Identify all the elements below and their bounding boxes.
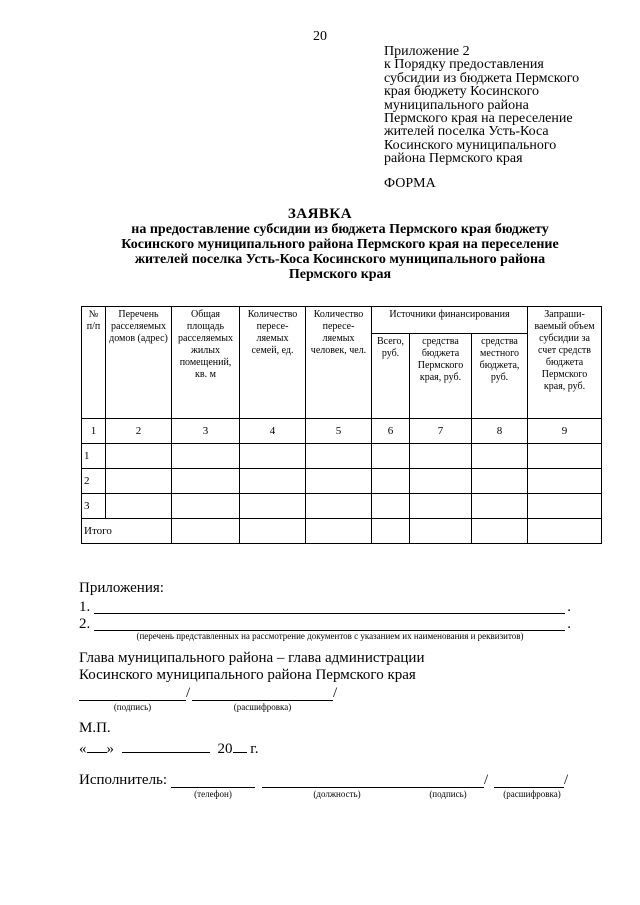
header-houses: Перечень расселяемых домов (адрес) <box>106 307 172 419</box>
page-number: 20 <box>313 29 327 44</box>
appendix-block <box>384 45 624 166</box>
total-label: Итого <box>82 519 172 544</box>
head-block <box>79 650 424 684</box>
appendix-line: края бюджету Косинского <box>384 84 539 100</box>
appendix-line: Пермского края на переселение <box>384 111 573 127</box>
table-cell[interactable] <box>472 444 528 469</box>
day-field[interactable] <box>87 738 107 753</box>
header-number: № п/п <box>82 307 106 419</box>
table-cell[interactable] <box>372 519 410 544</box>
header-area: Общая площадь расселяемых жилых помещений, кв. м <box>172 307 240 419</box>
table-cell[interactable] <box>172 494 240 519</box>
table-cell[interactable] <box>410 444 472 469</box>
table-cell[interactable] <box>472 469 528 494</box>
line-end-dot: . <box>567 599 571 615</box>
slash: / <box>333 685 338 701</box>
appendix-line: района Пермского края <box>384 151 523 167</box>
attachment-number: 1. <box>79 599 91 615</box>
form-label: ФОРМА <box>384 176 436 191</box>
table-cell[interactable] <box>372 469 410 494</box>
subtitle-line: жителей поселка Усть-Коса Косинского муниципального района <box>134 252 546 267</box>
table-cell[interactable] <box>372 444 410 469</box>
table-cell[interactable] <box>106 494 172 519</box>
executor-decode-caption: (расшифровка) <box>503 789 561 799</box>
subtitle-line: на предоставление субсидии из бюджета Пермского края бюджету <box>131 222 549 237</box>
quote-close: » <box>106 741 114 757</box>
column-number: 4 <box>240 419 306 444</box>
table-cell[interactable] <box>240 469 306 494</box>
column-number: 9 <box>528 419 602 444</box>
executor-label: Исполнитель: <box>79 772 168 788</box>
table-cell[interactable] <box>306 469 372 494</box>
attachments-title: Приложения: <box>79 580 164 596</box>
table-cell[interactable] <box>106 444 172 469</box>
position-line[interactable] <box>262 787 484 788</box>
table-cell[interactable] <box>528 494 602 519</box>
header-families: Количество пересе-ляемых семей, ед. <box>240 307 306 419</box>
head-signature-line[interactable] <box>79 700 186 701</box>
attachments-caption: (перечень представленных на рассмотрение документов с указанием их наименования и реквизитов) <box>136 631 524 641</box>
year-suffix: г. <box>250 741 259 757</box>
column-number: 1 <box>82 419 106 444</box>
appendix-line: муниципального района <box>384 97 529 113</box>
appendix-line: субсидии из бюджета Пермского <box>384 70 580 86</box>
header-people: Количество пересе-ляемых человек, чел. <box>306 307 372 419</box>
table-cell[interactable] <box>172 519 240 544</box>
executor-decode-line[interactable] <box>494 787 564 788</box>
table-cell[interactable] <box>528 469 602 494</box>
appendix-line: Приложение 2 <box>384 44 470 59</box>
total-row <box>82 519 602 544</box>
table-cell[interactable] <box>528 519 602 544</box>
month-field[interactable] <box>122 738 210 753</box>
appendix-line: к Порядку предоставления <box>384 57 544 73</box>
table-cell[interactable] <box>410 494 472 519</box>
table-cell[interactable] <box>472 494 528 519</box>
table-cell[interactable] <box>240 519 306 544</box>
decode-caption: (расшифровка) <box>233 702 292 712</box>
table-cell[interactable] <box>372 494 410 519</box>
row-number: 1 <box>82 444 106 469</box>
table-cell[interactable] <box>240 494 306 519</box>
signature-caption: (подпись) <box>113 702 152 712</box>
header-subsidy: Запраши-ваемый объем субсидии за счет средств бюджета Пермского края, руб. <box>528 307 602 419</box>
slash: / <box>186 685 191 701</box>
table-row <box>82 469 602 494</box>
table-cell[interactable] <box>106 469 172 494</box>
head-line: Косинского муниципального района Пермского края <box>79 667 416 683</box>
attachment-line-2[interactable] <box>79 616 579 632</box>
table-row <box>82 494 602 519</box>
year-field[interactable] <box>233 738 247 753</box>
table-cell[interactable] <box>306 444 372 469</box>
table-cell[interactable] <box>306 519 372 544</box>
table-cell[interactable] <box>410 519 472 544</box>
position-caption: (должность) <box>313 789 361 799</box>
head-decode-line[interactable] <box>192 700 333 701</box>
column-number: 8 <box>472 419 528 444</box>
table-cell[interactable] <box>172 469 240 494</box>
slash: / <box>484 772 489 788</box>
column-number: 3 <box>172 419 240 444</box>
subtitle-line: Пермского края <box>288 267 392 282</box>
subtitle-line: Косинского муниципального района Пермского края на переселение <box>121 237 559 252</box>
row-number: 2 <box>82 469 106 494</box>
table-cell[interactable] <box>472 519 528 544</box>
table-cell[interactable] <box>410 469 472 494</box>
appendix-line: жителей поселка Усть-Коса <box>384 124 549 140</box>
quote-open: « <box>79 741 87 757</box>
table-row <box>82 444 602 469</box>
column-numbers-row <box>82 419 602 444</box>
header-funding: Источники финансирования <box>372 307 528 334</box>
executor-signature-caption: (подпись) <box>429 789 467 799</box>
date-row <box>79 738 258 758</box>
header-total: Всего, руб. <box>372 334 410 419</box>
header-regional: средства бюджета Пермского края, руб. <box>410 334 472 419</box>
application-table <box>81 306 602 544</box>
line-end-dot: . <box>567 616 571 632</box>
appendix-line: Косинского муниципального <box>384 137 557 153</box>
row-number: 3 <box>82 494 106 519</box>
column-number: 7 <box>410 419 472 444</box>
column-number: 6 <box>372 419 410 444</box>
year-prefix: 20 <box>217 741 233 757</box>
document-subtitle <box>60 222 620 282</box>
table-cell[interactable] <box>306 494 372 519</box>
header-local: средства местного бюджета, руб. <box>472 334 528 419</box>
phone-line[interactable] <box>171 787 255 788</box>
phone-caption: (телефон) <box>194 789 232 799</box>
column-number: 2 <box>106 419 172 444</box>
attachment-number: 2. <box>79 616 91 632</box>
header-row <box>82 307 602 334</box>
table-cell[interactable] <box>172 444 240 469</box>
head-line: Глава муниципального района – глава администрации <box>79 650 425 666</box>
attachment-line-1[interactable] <box>79 599 579 615</box>
column-number: 5 <box>306 419 372 444</box>
table-cell[interactable] <box>240 444 306 469</box>
fill-line[interactable] <box>94 613 565 614</box>
stamp-place: М.П. <box>79 720 111 736</box>
table-cell[interactable] <box>528 444 602 469</box>
document-title: ЗАЯВКА <box>287 206 353 222</box>
slash: / <box>564 772 569 788</box>
